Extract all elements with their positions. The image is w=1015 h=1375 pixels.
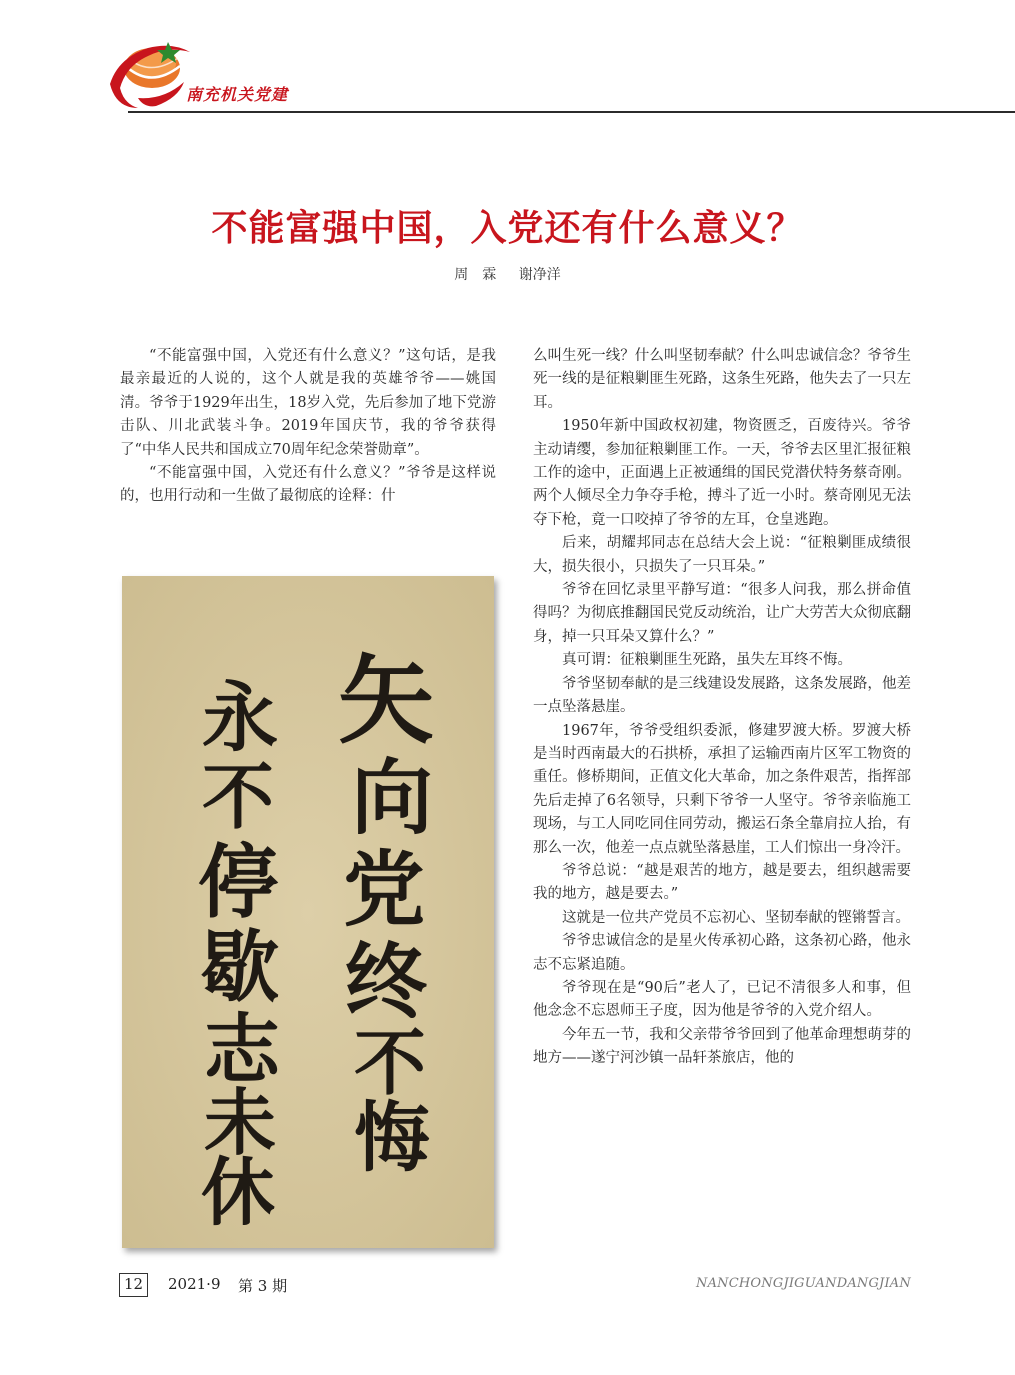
- calligraphy-char-l3: 停: [198, 835, 278, 929]
- calligraphy-char-r4: 终: [344, 934, 428, 1030]
- journal-name: 南充机关党建: [186, 85, 289, 104]
- calligraphy-char-l7: 休: [201, 1150, 275, 1236]
- article-title: 不能富强中国，入党还有什么意义？: [211, 207, 804, 249]
- calligraphy-char-l5: 志: [204, 1005, 280, 1094]
- issue-number: 第 3 期: [238, 1277, 288, 1295]
- paragraph: 爷爷忠诚信念的是星火传承初心路，这条初心路，他永志不忘紧追随。: [533, 933, 911, 973]
- header-divider: [128, 111, 1015, 113]
- calligraphy-char-r2: 向: [350, 750, 434, 846]
- paragraph: 后来，胡耀邦同志在总结大会上说：“征粮剿匪成绩很大，损失很小，只损失了一只耳朵。”: [533, 535, 911, 575]
- right-text-column: [533, 345, 911, 1071]
- paragraph: 这就是一位共产党员不忘初心、坚韧奉献的铿锵誓言。: [562, 909, 910, 926]
- calligraphy-image: [122, 576, 494, 1248]
- calligraphy-char-r5: 不: [353, 1020, 427, 1105]
- article-authors: [0, 264, 1015, 284]
- paragraph: “不能富强中国，入党还有什么意义？”这句话，是我最亲最近的人说的，这个人就是我的英雄爷爷——姚国清。爷爷于1929年出生，18岁入党，先后参加了地下党游击队、川北武装斗争。2019年国庆节，我的爷爷获得了“中华人民共和国成立70周年纪念荣誉勋章”。: [120, 348, 496, 458]
- calligraphy-char-r6: 悔: [354, 1093, 430, 1182]
- calligraphy-char-l1: 永: [202, 673, 278, 762]
- paragraph: 爷爷在回忆录里平静写道：“很多人问我，那么拼命值得吗？为彻底推翻国民党反动统治，让广大劳苦大众彻底翻身，掉一只耳朵又算什么？”: [533, 582, 911, 645]
- calligraphy-artwork: [122, 576, 494, 1248]
- calligraphy-char-l2: 不: [201, 754, 275, 839]
- paragraph: 爷爷现在是“90后”老人了，已记不清很多人和事，但他念念不忘恩师王子度，因为他是爷爷的入党介绍人。: [533, 979, 911, 1020]
- paragraph: 今年五一节，我和父亲带爷爷回到了他革命理想萌芽的地方——遂宁河沙镇一品轩茶旅店，他的: [533, 1026, 911, 1067]
- paragraph: 1950年新中国政权初建，物资匮乏，百废待兴。爷爷主动请缨，参加征粮剿匪工作。一天，爷爷去区里汇报征粮工作的途中，正面遇上正被通缉的国民党潜伏特务蔡奇刚。两个人倾尽全力争夺手枪，搏斗了近一小时。蔡奇刚见无法夺下枪，竟一口咬掉了爷爷的左耳，仓皇逃跑。: [533, 418, 911, 528]
- journal-logo-icon: [108, 38, 192, 112]
- left-text-column: [120, 345, 496, 509]
- page-number: 12: [119, 1273, 148, 1297]
- author-2: 谢净洋: [518, 267, 561, 283]
- paragraph: 爷爷坚韧奉献的是三线建设发展路，这条发展路，他差一点坠落悬崖。: [533, 675, 911, 716]
- calligraphy-char-l6: 未: [203, 1080, 277, 1165]
- calligraphy-char-r3: 党: [342, 842, 426, 938]
- calligraphy-char-l4: 歇: [200, 922, 280, 1013]
- paragraph: 1967年，爷爷受组织委派，修建罗渡大桥。罗渡大桥是当时西南最大的石拱桥，承担了运输西南片区军工物资的重任。修桥期间，正值文化大革命，加之条件艰苦，指挥部先后走掉了6名领导，只剩下爷爷一人坚守。爷爷亲临施工现场，与工人同吃同住同劳动，搬运石条全靠肩拉人抬，有那么一次，他差一点点就坠落悬崖，工人们惊出一身冷汗。: [533, 722, 911, 856]
- page-header: [0, 0, 1015, 115]
- author-1: 周 霖: [454, 267, 497, 283]
- calligraphy-char-r1: 矢: [338, 644, 434, 757]
- paragraph-continuation: 么叫生死一线？什么叫坚韧奉献？什么叫忠诚信念？爷爷生死一线的是征粮剿匪生死路，这条生死路，他失去了一只左耳。: [533, 348, 911, 411]
- journal-pinyin: NANCHONGJIGUANDANGJIAN: [696, 1276, 911, 1291]
- paragraph: 爷爷总说：“越是艰苦的地方，越是要去，组织越需要我的地方，越是要去。”: [533, 862, 911, 903]
- issue-date: 2021·9: [168, 1275, 221, 1293]
- paragraph: “不能富强中国，入党还有什么意义？”爷爷是这样说的，也用行动和一生做了最彻底的诠释：什: [120, 465, 496, 505]
- paragraph: 真可谓：征粮剿匪生死路，虽失左耳终不悔。: [562, 652, 852, 669]
